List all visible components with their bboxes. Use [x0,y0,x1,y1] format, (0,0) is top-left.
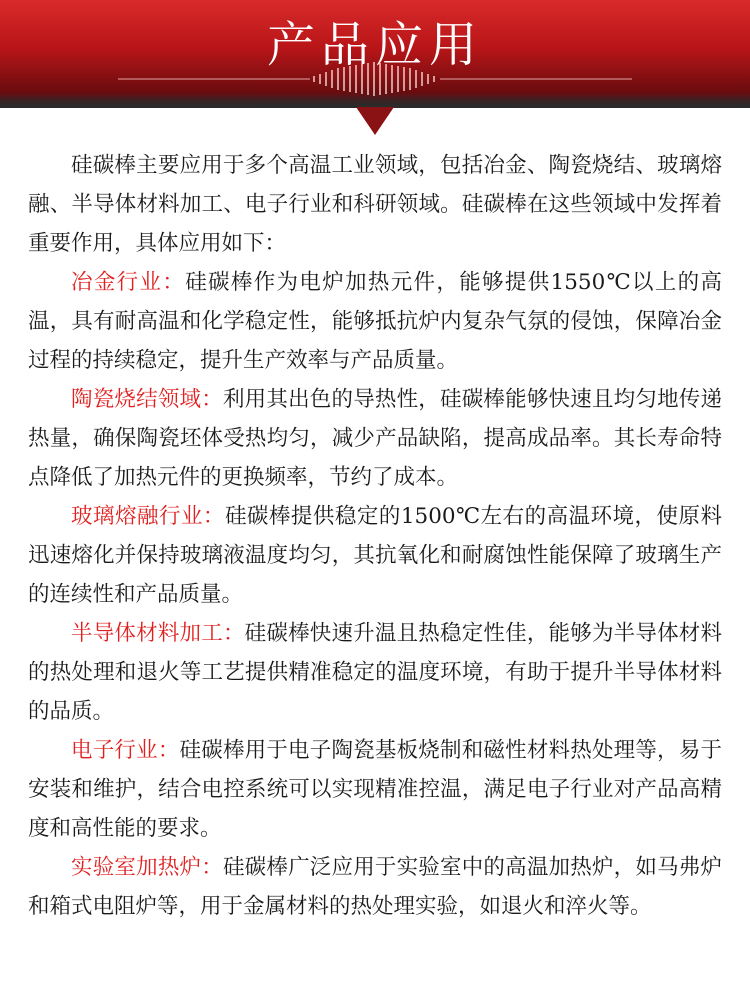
section-paragraph [28,614,722,731]
section-body: 硅碳棒广泛应用于实验室中的高温加热炉，如马弗炉和箱式电阻炉等，用于金属材料的热处理实验，如退火和淬火等。 [28,855,722,919]
section-title: 陶瓷烧结领域： [71,387,223,412]
section-title: 半导体材料加工： [71,621,245,646]
intro-paragraph: 硅碳棒主要应用于多个高温工业领域，包括冶金、陶瓷烧结、玻璃熔融、半导体材料加工、电子行业和科研领域。硅碳棒在这些领域中发挥着重要作用，具体应用如下： [28,153,722,256]
section-body: 硅碳棒作为电炉加热元件，能够提供1550℃以上的高温，具有耐高温和化学稳定性，能够抵抗炉内复杂气氛的侵蚀，保障冶金过程的持续稳定，提升生产效率与产品质量。 [28,270,722,373]
section-body: 利用其出色的导热性，硅碳棒能够快速且均匀地传递热量，确保陶瓷坯体受热均匀，减少产品缺陷，提高成品率。其长寿命特点降低了加热元件的更换频率，节约了成本。 [28,387,722,490]
banner-pointer-arrow [0,107,750,137]
section-paragraph [28,497,722,614]
article-body [28,146,722,926]
page-title: 产品应用 [266,17,483,73]
section-title: 冶金行业： [71,270,186,295]
section-body: 硅碳棒快速升温且热稳定性佳，能够为半导体材料的热处理和退火等工艺提供精准稳定的温度环境，有助于提升半导体材料的品质。 [28,621,722,724]
section-body: 硅碳棒用于电子陶瓷基板烧制和磁性材料热处理等，易于安装和维护，结合电控系统可以实现精准控温，满足电子行业对产品高精度和高性能的要求。 [28,738,722,841]
section-paragraph [28,380,722,497]
header-banner [0,0,750,108]
section-title: 实验室加热炉： [71,855,223,880]
section-body: 硅碳棒提供稳定的1500℃左右的高温环境，使原料迅速熔化并保持玻璃液温度均匀，其抗氧化和耐腐蚀性能保障了玻璃生产的连续性和产品质量。 [28,504,722,607]
section-paragraph [28,263,722,380]
section-paragraph [28,731,722,848]
section-paragraph [28,848,722,926]
title-ornament [0,62,750,102]
section-title: 玻璃熔融行业： [71,504,225,529]
section-title: 电子行业： [71,738,180,763]
